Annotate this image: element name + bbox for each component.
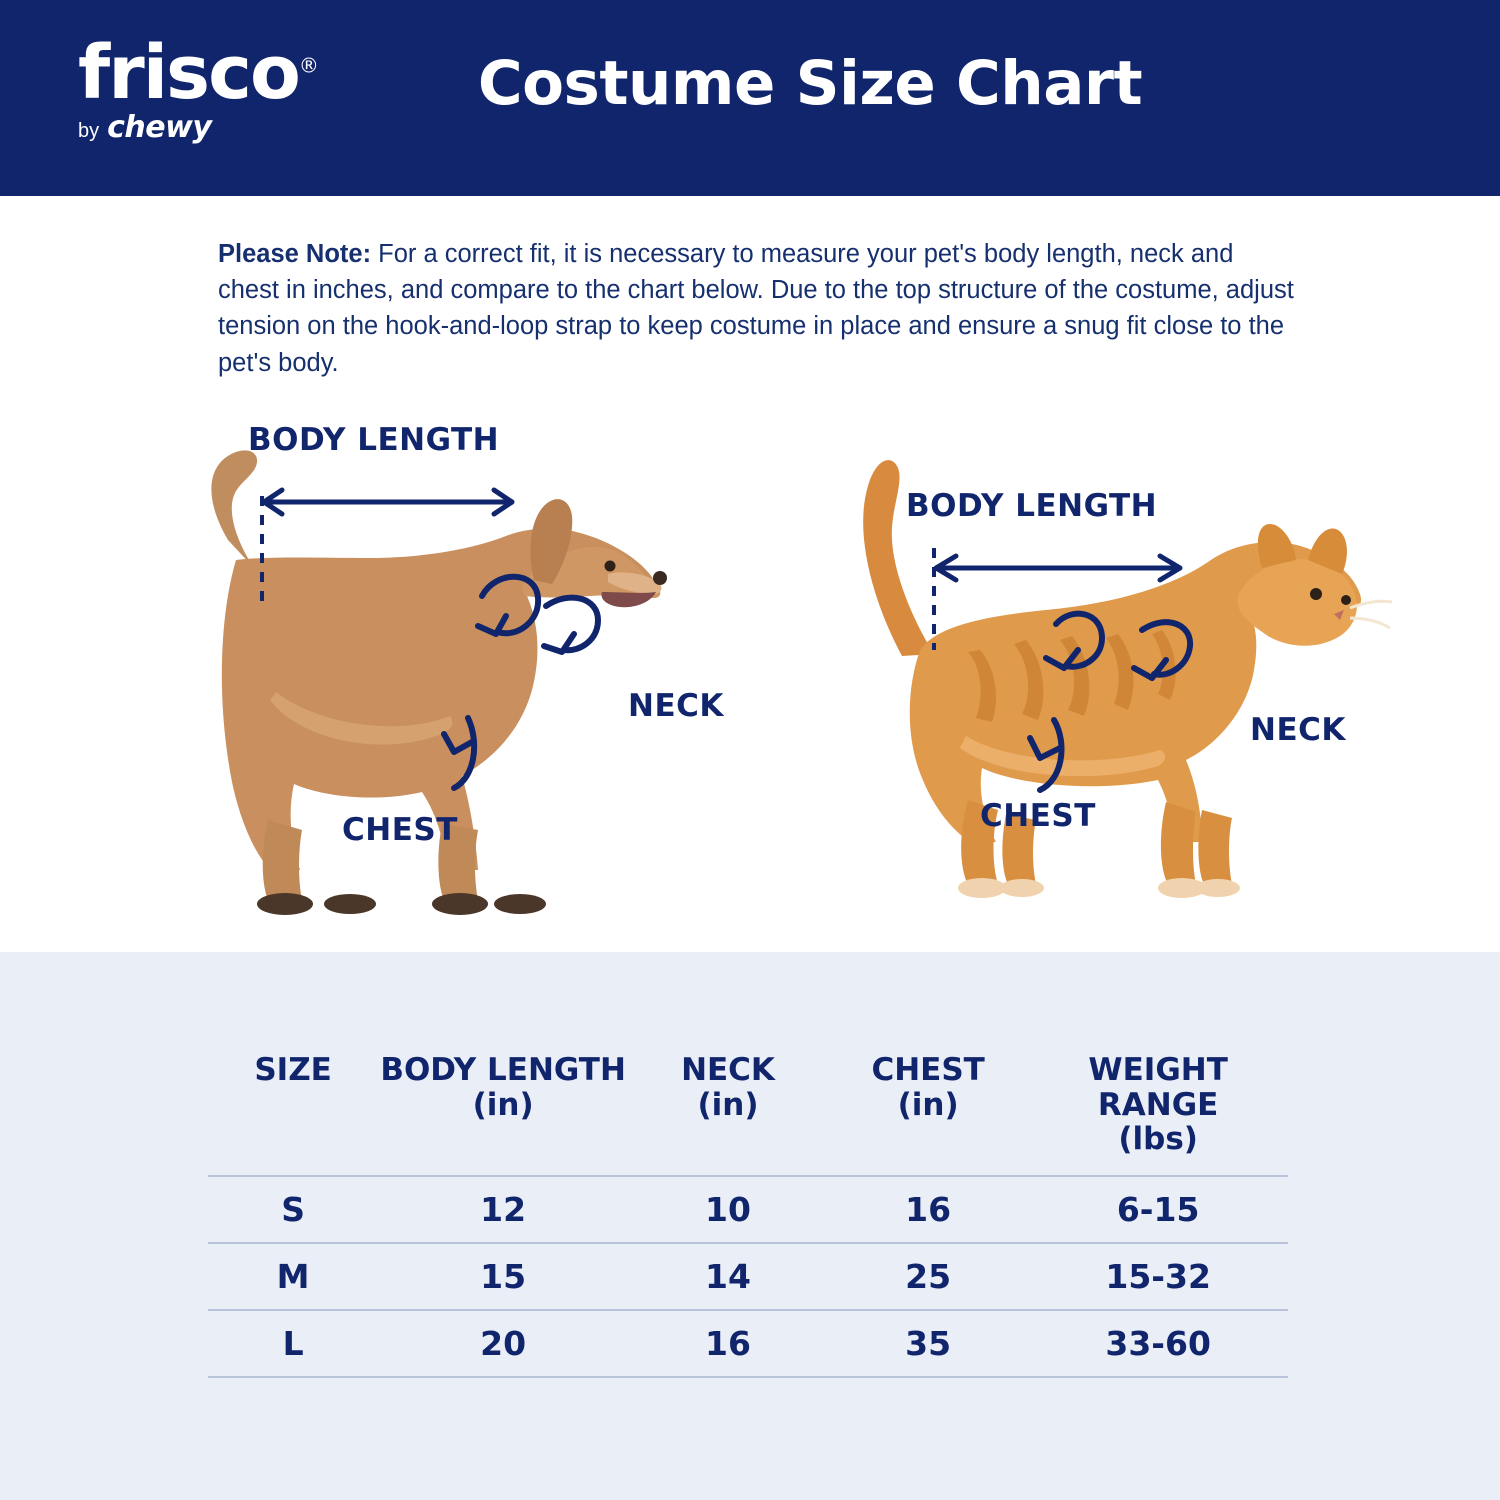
cell-neck: 10 [628, 1176, 828, 1243]
cell-chest: 35 [828, 1310, 1028, 1377]
column-header-size-label: SIZE [254, 1052, 332, 1088]
cell-body-length: 12 [378, 1176, 628, 1243]
cell-weight-range: 15-32 [1028, 1243, 1288, 1310]
registered-trademark-icon: ® [298, 53, 317, 78]
size-table-body [208, 1176, 1288, 1377]
dog-body-length-label: BODY LENGTH [248, 422, 500, 458]
column-header-body-length-label: BODY LENGTH [380, 1052, 626, 1088]
cell-size: L [208, 1310, 378, 1377]
brand-name-text: frisco [78, 30, 299, 116]
please-note-text [218, 236, 1298, 381]
cell-weight-range: 6-15 [1028, 1176, 1288, 1243]
cell-size: S [208, 1176, 378, 1243]
column-header-chest [828, 1052, 1028, 1176]
please-note-body: For a correct fit, it is necessary to measure your pet's body length, neck and chest in inches, and compare to the chart below. Due to the top structure of the costume, adjust tension on the hook-and-loop strap to keep costume in place and ensure a snug fit close to the pet's body. [218, 240, 1294, 377]
column-header-weight-range [1028, 1052, 1288, 1176]
brand-by-label: by [78, 120, 100, 143]
cat-body-length-label: BODY LENGTH [906, 488, 1158, 524]
dog-chest-label: CHEST [342, 812, 458, 848]
cell-chest: 25 [828, 1243, 1028, 1310]
table-row [208, 1176, 1288, 1243]
page-title: Costume Size Chart [477, 48, 1143, 119]
size-table-section [0, 952, 1500, 1500]
cat-neck-label: NECK [1250, 712, 1346, 748]
table-row [208, 1243, 1288, 1310]
column-header-neck [628, 1052, 828, 1176]
dog-graphic [150, 400, 770, 945]
column-header-chest-label: CHEST [871, 1052, 985, 1088]
brand-parent-label: chewy [107, 110, 212, 146]
column-header-weight-range-label: WEIGHT RANGE [1088, 1052, 1228, 1123]
table-row [208, 1310, 1288, 1377]
column-header-body-length [378, 1052, 628, 1176]
cell-size: M [208, 1243, 378, 1310]
column-header-weight-range-unit: (lbs) [1118, 1121, 1198, 1158]
size-table [208, 1052, 1288, 1378]
column-header-chest-unit: (in) [897, 1086, 959, 1123]
cell-body-length: 20 [378, 1310, 628, 1377]
cat-illustration [810, 400, 1430, 945]
cell-weight-range: 33-60 [1028, 1310, 1288, 1377]
dog-neck-label: NECK [628, 688, 724, 724]
cell-neck: 14 [628, 1243, 828, 1310]
column-header-body-length-unit: (in) [472, 1086, 534, 1123]
cat-graphic [810, 400, 1430, 945]
cell-chest: 16 [828, 1176, 1028, 1243]
cell-neck: 16 [628, 1310, 828, 1377]
dog-illustration [150, 400, 770, 945]
page-header [0, 0, 1500, 196]
size-table-head [208, 1052, 1288, 1176]
cat-chest-label: CHEST [980, 798, 1096, 834]
measurement-illustrations [0, 400, 1500, 945]
column-header-neck-unit: (in) [697, 1086, 759, 1123]
please-note-label: Please Note: [218, 240, 372, 268]
cat-body-shape [863, 460, 1392, 898]
column-header-size [208, 1052, 378, 1176]
cell-body-length: 15 [378, 1243, 628, 1310]
table-header-row [208, 1052, 1288, 1176]
column-header-neck-label: NECK [681, 1052, 775, 1088]
